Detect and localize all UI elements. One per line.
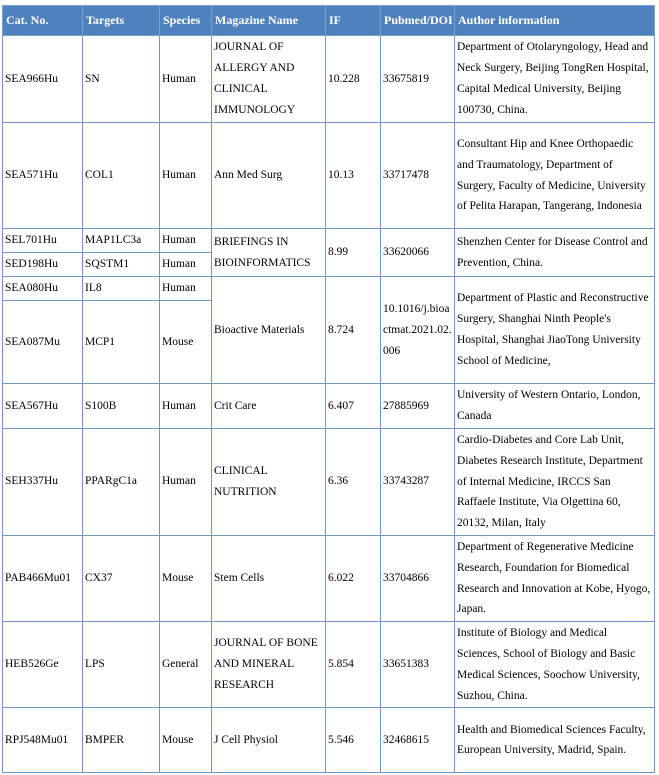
target-cell: PPARgC1a <box>83 429 160 536</box>
target-cell: BMPER <box>83 708 160 773</box>
author-cell: University of Western Ontario, London, Canada <box>455 384 655 429</box>
header-targets: Targets <box>83 6 160 36</box>
magazine-cell: CLINICAL NUTRITION <box>212 429 326 536</box>
target-cell: SN <box>83 36 160 123</box>
author-cell: Department of Plastic and Reconstructive Surgery, Shanghai Ninth People's Hospital, Shanghai JiaoTong University School of Medicine, <box>455 277 655 384</box>
author-cell: Consultant Hip and Knee Orthopaedic and Traumatology, Department of Surgery, Faculty of Medicine, University of Pelita Harapan, Tangerang, Indonesia <box>455 123 655 229</box>
cat-no-cell: SEH337Hu <box>3 429 83 536</box>
pubmed-cell: 10.1016/j.bioactmat.2021.02.006 <box>381 277 455 384</box>
table-row <box>3 429 655 536</box>
cat-no-cell: RPJ548Mu01 <box>3 708 83 773</box>
table-row <box>3 708 655 773</box>
species-cell: Human <box>160 123 212 229</box>
cat-no-cell: SEA080Hu <box>3 277 83 301</box>
if-cell: 5.546 <box>326 708 381 773</box>
pubmed-cell: 27885969 <box>381 384 455 429</box>
author-cell: Health and Biomedical Sciences Faculty, European University, Madrid, Spain. <box>455 708 655 773</box>
cat-no-cell: SEA966Hu <box>3 36 83 123</box>
species-cell: Mouse <box>160 535 212 621</box>
species-cell: Human <box>160 277 212 301</box>
target-cell: LPS <box>83 622 160 708</box>
pubmed-cell: 33651383 <box>381 622 455 708</box>
target-cell: S100B <box>83 384 160 429</box>
magazine-cell: Ann Med Surg <box>212 123 326 229</box>
pubmed-cell: 33620066 <box>381 229 455 277</box>
table-row <box>3 535 655 621</box>
cat-no-cell: SEA087Mu <box>3 301 83 384</box>
if-cell: 8.99 <box>326 229 381 277</box>
cat-no-cell: PAB466Mu01 <box>3 535 83 621</box>
target-cell: SQSTM1 <box>83 253 160 277</box>
table-row <box>3 277 655 301</box>
if-cell: 6.36 <box>326 429 381 536</box>
species-cell: Human <box>160 229 212 253</box>
pubmed-cell: 33717478 <box>381 123 455 229</box>
target-cell: COL1 <box>83 123 160 229</box>
header-species: Species <box>160 6 212 36</box>
pubmed-cell: 33704866 <box>381 535 455 621</box>
cat-no-cell: SEL701Hu <box>3 229 83 253</box>
header-pubmed-doi: Pubmed/DOI <box>381 6 455 36</box>
header-cat-no: Cat. No. <box>3 6 83 36</box>
if-cell: 5.854 <box>326 622 381 708</box>
species-cell: Human <box>160 384 212 429</box>
species-cell: General <box>160 622 212 708</box>
target-cell: IL8 <box>83 277 160 301</box>
table-row <box>3 123 655 229</box>
species-cell: Mouse <box>160 708 212 773</box>
if-cell: 6.407 <box>326 384 381 429</box>
target-cell: MAP1LC3a <box>83 229 160 253</box>
author-cell: Department of Otolaryngology, Head and Neck Surgery, Beijing TongRen Hospital, Capital Medical University, Beijing 100730, China. <box>455 36 655 123</box>
species-cell: Mouse <box>160 301 212 384</box>
magazine-cell: Stem Cells <box>212 535 326 621</box>
header-row <box>3 6 655 36</box>
author-cell: Cardio-Diabetes and Core Lab Unit, Diabetes Research Institute, Department of Internal Medicine, IRCCS San Raffaele Institute, Via Olgettina 60, 20132, Milan, Italy <box>455 429 655 536</box>
author-cell: Institute of Biology and Medical Sciences, School of Biology and Basic Medical Sciences, Soochow University, Suzhou, China. <box>455 622 655 708</box>
target-cell: MCP1 <box>83 301 160 384</box>
magazine-cell: Bioactive Materials <box>212 277 326 384</box>
publication-table <box>2 5 655 773</box>
header-magazine-name: Magazine Name <box>212 6 326 36</box>
magazine-cell: Crit Care <box>212 384 326 429</box>
cat-no-cell: SEA571Hu <box>3 123 83 229</box>
table-row <box>3 229 655 253</box>
if-cell: 6.022 <box>326 535 381 621</box>
table-row <box>3 36 655 123</box>
table-row <box>3 384 655 429</box>
species-cell: Human <box>160 36 212 123</box>
header-if: IF <box>326 6 381 36</box>
if-cell: 10.228 <box>326 36 381 123</box>
species-cell: Human <box>160 253 212 277</box>
header-author-information: Author information <box>455 6 655 36</box>
cat-no-cell: SEA567Hu <box>3 384 83 429</box>
magazine-cell: J Cell Physiol <box>212 708 326 773</box>
pubmed-cell: 32468615 <box>381 708 455 773</box>
species-cell: Human <box>160 429 212 536</box>
pubmed-cell: 33675819 <box>381 36 455 123</box>
target-cell: CX37 <box>83 535 160 621</box>
magazine-cell: JOURNAL OF BONE AND MINERAL RESEARCH <box>212 622 326 708</box>
magazine-cell: JOURNAL OF ALLERGY AND CLINICAL IMMUNOLOGY <box>212 36 326 123</box>
if-cell: 10.13 <box>326 123 381 229</box>
if-cell: 8.724 <box>326 277 381 384</box>
cat-no-cell: HEB526Ge <box>3 622 83 708</box>
magazine-cell: BRIEFINGS IN BIOINFORMATICS <box>212 229 326 277</box>
cat-no-cell: SED198Hu <box>3 253 83 277</box>
author-cell: Shenzhen Center for Disease Control and Prevention, China. <box>455 229 655 277</box>
table-row <box>3 622 655 708</box>
author-cell: Department of Regenerative Medicine Research, Foundation for Biomedical Research and Innovation at Kobe, Hyogo, Japan. <box>455 535 655 621</box>
pubmed-cell: 33743287 <box>381 429 455 536</box>
